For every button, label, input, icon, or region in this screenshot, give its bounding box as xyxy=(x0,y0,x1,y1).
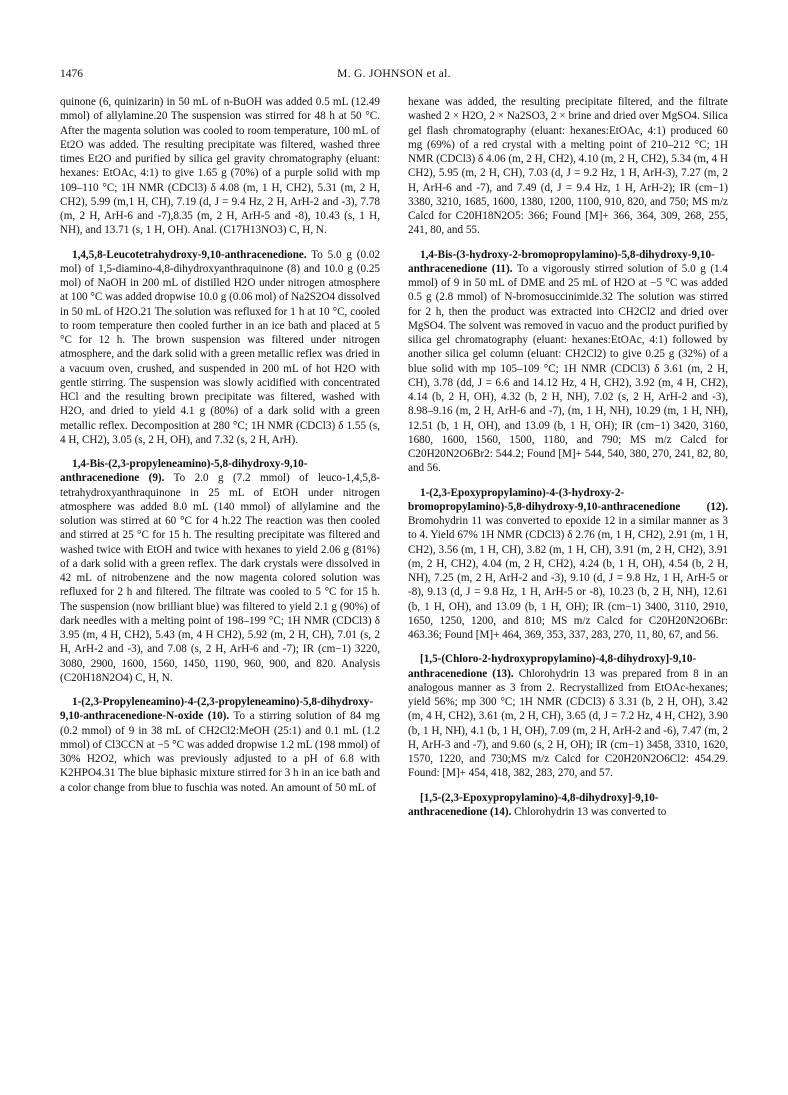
page-number: 1476 xyxy=(60,68,83,80)
compound-title: 1-(2,3-Epoxypropylamino)-4-(3-hydroxy-2-bromopropylamino)-5,8-dihydroxy-9,10-anthracenedione (12). xyxy=(408,486,728,513)
paragraph xyxy=(408,791,728,820)
paragraph xyxy=(60,695,380,795)
left-column xyxy=(60,95,380,805)
compound-title: 1,4-Bis-(3-hydroxy-2-bromopropylamino)-5,8-dihydroxy-9,10-anthracenedione (11). xyxy=(408,248,715,275)
compound-title: [1,5-(2,3-Epoxypropylamino)-4,8-dihydroxy]-9,10-anthracenedione (14). xyxy=(408,791,659,818)
paragraph-text: hexane was added, the resulting precipitate filtered, and the filtrate washed 2 × H2O, 2 × Na2SO3, 2 × brine and dried over MgSO4. Silica gel flash chromatography (eluant: hexanes:EtOAc, 4:1) produced 60 mg (69%) of a red crystal with a melting point of 210–212 °C; 1H NMR (CDCl3) δ 4.06 (m, 2 H, CH2), 4.10 (m, 2 H, CH2), 5.34 (m, 4 H CH2), 5.95 (m, 2 H, CH), 7.03 (d, J = 9.2 Hz, 1 H, ArH-3), 7.27 (m, 2 H, ArH-6 and -7), and 7.49 (d, J = 9.4 Hz, 1 H, ArH-2); IR (cm−1) 3380, 3210, 1685, 1600, 1380, 1200, 1100, 910, 820, and 750; MS m/z Calcd for C20H18N2O5: 366; Found [M]+ 366, 364, 309, 268, 255, 241, 80, and 55. xyxy=(408,96,728,237)
paragraph-text: Chlorohydrin 13 was converted to xyxy=(514,805,667,818)
paragraph-text: To 5.0 g (0.02 mol) of 1,5-diamino-4,8-dihydroxyanthraquinone (8) and 10.0 g (0.25 mol) of NaOH in 200 mL of distilled H2O under nitrogen atmosphere at 100 °C was added dropwise 10.0 g (0.06 mol) of Na2S2O4 dissolved in 50 mL of H2O.21 The solution was refluxed for 1 h at 10 °C, cooled to room temperature then cooled further in an ice bath and placed at 5 °C for 12 h. The brown suspension was filtered under nitrogen atmosphere, and the dark solid with a green metallic reflex was dried in a vacuum oven, crushed, and suspended in 200 mL of hot H2O with gentle stirring. The suspension was slowly acidified with concentrated HCl and the resulting brown precipitate was filtered, washed with H2O, and dried to yield 4.1 g (80%) of a dark solid with a green metallic reflex. Decomposition at 280 °C; 1H NMR (CDCl3) δ 1.55 (s, 4 H, CH2), 3.05 (s, 2 H, OH), and 7.32 (s, 2 H, ArH). xyxy=(60,248,380,446)
compound-title: [1,5-(Chloro-2-hydroxypropylamino)-4,8-dihydroxy]-9,10-anthracenedione (13). xyxy=(408,653,697,680)
paragraph-text: To 2.0 g (7.2 mmol) of leuco-1,4,5,8-tetrahydroxyanthraquinone in 25 mL of EtOH under nitrogen atmosphere was added 8.0 mL (140 mmol) of allylamine and the solution was stirred at 60 °C for 4 h.22 The reaction was then cooled and stirred at 25 °C for 15 h. The resulting precipitate was filtered and washed twice with EtOH and twice with hexanes to yield 2.06 g (81%) of a dark solid with a green reflex. The dark crystals were dissolved in 42 mL of nitrobenzene and the now magenta colored solution was refluxed for 2 h and filtered. The filtrate was cooled to 5 °C for 15 h. The suspension (now brilliant blue) was filtered to yield 2.1 g (90%) of dark needles with a melting point of 198–199 °C; 1H NMR (CDCl3) δ 3.95 (m, 4 H, CH2), 5.43 (m, 4 H CH2), 5.92 (m, 2 H, CH), 7.01 (s, 2 H, ArH-2 and -3), and 7.08 (s, 2 H, ArH-6 and -7); IR (cm−1) 3220, 3080, 2900, 1600, 1560, 1450, 1190, 960, 900, and 820. Analysis (C20H18N2O4) C, H, N. xyxy=(60,472,381,684)
paragraph-text: To a vigorously stirred solution of 5.0 g (1.4 mmol) of 9 in 50 mL of DME and 25 mL of H2O at −5 °C was added 0.5 g (2.8 mmol) of N-bromosuccinimide.32 The solution was stirred for 2 h, then the product was extracted into CH2Cl2 and dried over MgSO4. The solvent was removed in vacuo and the product purified by silica gel chromatography (eluant: hexanes:EtOAc, 4:1) followed by another silica gel column (eluant: CH2Cl2) to give 0.25 g (32%) of a blue solid with mp 105–109 °C; 1H NMR (CDCl3) δ 3.61 (m, 2 H, CH), 3.78 (dd, J = 6.6 and 14.12 Hz, 4 H, CH2), 3.92 (m, 4 H, CH2), 4.14 (b, 2 H, OH), 4.32 (b, 2 H, NH), 7.02 (s, 2 H, ArH-2 and -3), 8.98–9.16 (m, 2 H, ArH-6 and -7), (m, 1 H, NH), 10.29 (m, 1 H, NH), 12.51 (b, 1 H, OH), and 13.09 (b, 1 H, OH); IR (cm−1) 3420, 3160, 1680, 1600, 1560, 1500, 1180, and 790; MS m/z Calcd for C20H20N2O6Br2: 544.2; Found [M]+ 544, 540, 380, 270, 241, 82, 80, and 56. xyxy=(408,262,728,475)
compound-title: 1,4,5,8-Leucotetrahydroxy-9,10-anthracenedione. xyxy=(72,248,307,261)
compound-title: 1-(2,3-Propyleneamino)-4-(2,3-propyleneamino)-5,8-dihydroxy-9,10-anthracenedione-N-oxide (10). xyxy=(60,696,374,723)
paragraph xyxy=(408,248,728,476)
paragraph-text: Bromohydrin 11 was converted to epoxide 12 in a similar manner as 3 to 4. Yield 67% 1H NMR (CDCl3) δ 2.76 (m, 1 H, CH2), 2.91 (m, 1 H, CH2), 3.56 (m, 1 H, CH), 3.82 (m, 1 H, CH), 3.91 (m, 2 H, CH2), 3.91 (m, 2 H, CH2), 4.04 (m, 2 H, CH2), 4.24 (b, 1 H, OH), 4.54 (b, 2 H, NH), 7.25 (m, 2 H, ArH-2 and -3), 9.10 (d, J = 9.8 Hz, 1 H, ArH-5 or -8), 9.13 (d, J = 9.8 Hz, 1 H, ArH-5 or -8), 10.23 (b, 2 H, NH), 12.61 (b, 1 H, OH), and 13.09 (b, 1 H, OH); IR (cm−1) 3400, 3110, 2910, 1650, 1250, 1200, and 810; MS m/z Calcd for C20H20N2O6Br: 463.36; Found [M]+ 464, 369, 353, 337, 283, 270, 11, 80, 67, and 56. xyxy=(408,515,728,641)
paragraph xyxy=(408,95,728,238)
paragraph xyxy=(408,486,728,643)
page-header xyxy=(60,68,728,84)
paragraph xyxy=(60,248,380,448)
paragraph-text: quinone (6, quinizarin) in 50 mL of n-BuOH was added 0.5 mL (12.49 mmol) of allylamine.20 The suspension was stirred for 48 h at 50 °C. After the magenta solution was cooled to room temperature, 100 mL of Et2O was added. The resulting precipitate was filtered, washed three times Et2O and purified by silica gel gravity chromatography (eluant: hexanes: EtOAc, 4:1) to give 1.65 g (70%) of a purple solid with mp 109–110 °C; 1H NMR (CDCl3) δ 4.08 (m, 1 H, CH2), 5.31 (m, 2 H, CH2), 5.99 (m,1 H, CH), 7.19 (d, J = 9.4 Hz, 2 H, ArH-2 and -3), 7.78 (m, 2 H, ArH-6 and -7),8.35 (m, 2 H, ArH-5 and -8), 10.43 (s, 1 H, NH), and 13.71 (s, 1 H, OH). Anal. (C17H13NO3) C, H, N. xyxy=(60,96,380,237)
running-head: M. G. JOHNSON et al. xyxy=(337,68,451,80)
paragraph-text: To a stirring solution of 84 mg (0.2 mmol) of 9 in 38 mL of CH2Cl2:MeOH (25:1) and 0.1 mL (1.2 mmol) of Cl3CCN at −5 °C was added dropwise 1.2 mL (198 mmol) of 30% H2O2, which was previously adjusted to a pH of 6.8 with K2HPO4.31 The blue biphasic mixture stirred for 3 h in an ice bath and a color change from blue to fuschia was noted. An amount of 50 mL of xyxy=(60,710,380,794)
paragraph-text: Chlorohydrin 13 was prepared from 8 in an analogous manner as 3 from 2. Recrystallized from EtOAc-hexanes; yield 56%; mp 300 °C; 1H NMR (CDCl3) δ 3.31 (b, 2 H, OH), 3.42 (m, 4 H, CH2), 3.61 (m, 2 H, CH), 3.65 (d, J = 7.2 Hz, 4 H, CH2), 3.90 (b, 1 H, NH), 4.1 (b, 1 H, OH), 7.09 (m, 2 H, ArH-2 and -6), 7.47 (m, 2 H, ArH-3 and -7), and 9.60 (s, 2 H, OH); IR (cm−1) 3458, 3310, 1620, 1570, 1220, and 730;MS m/z Calcd for C20H20N2O6Cl2: 454.29. Found: [M]+ 454, 418, 382, 283, 270, and 57. xyxy=(408,667,728,780)
paragraph xyxy=(408,652,728,780)
paragraph xyxy=(60,95,380,238)
right-column xyxy=(408,95,728,829)
compound-title: 1,4-Bis-(2,3-propyleneamino)-5,8-dihydroxy-9,10-anthracenedione (9). xyxy=(60,458,308,485)
paragraph xyxy=(60,457,380,685)
